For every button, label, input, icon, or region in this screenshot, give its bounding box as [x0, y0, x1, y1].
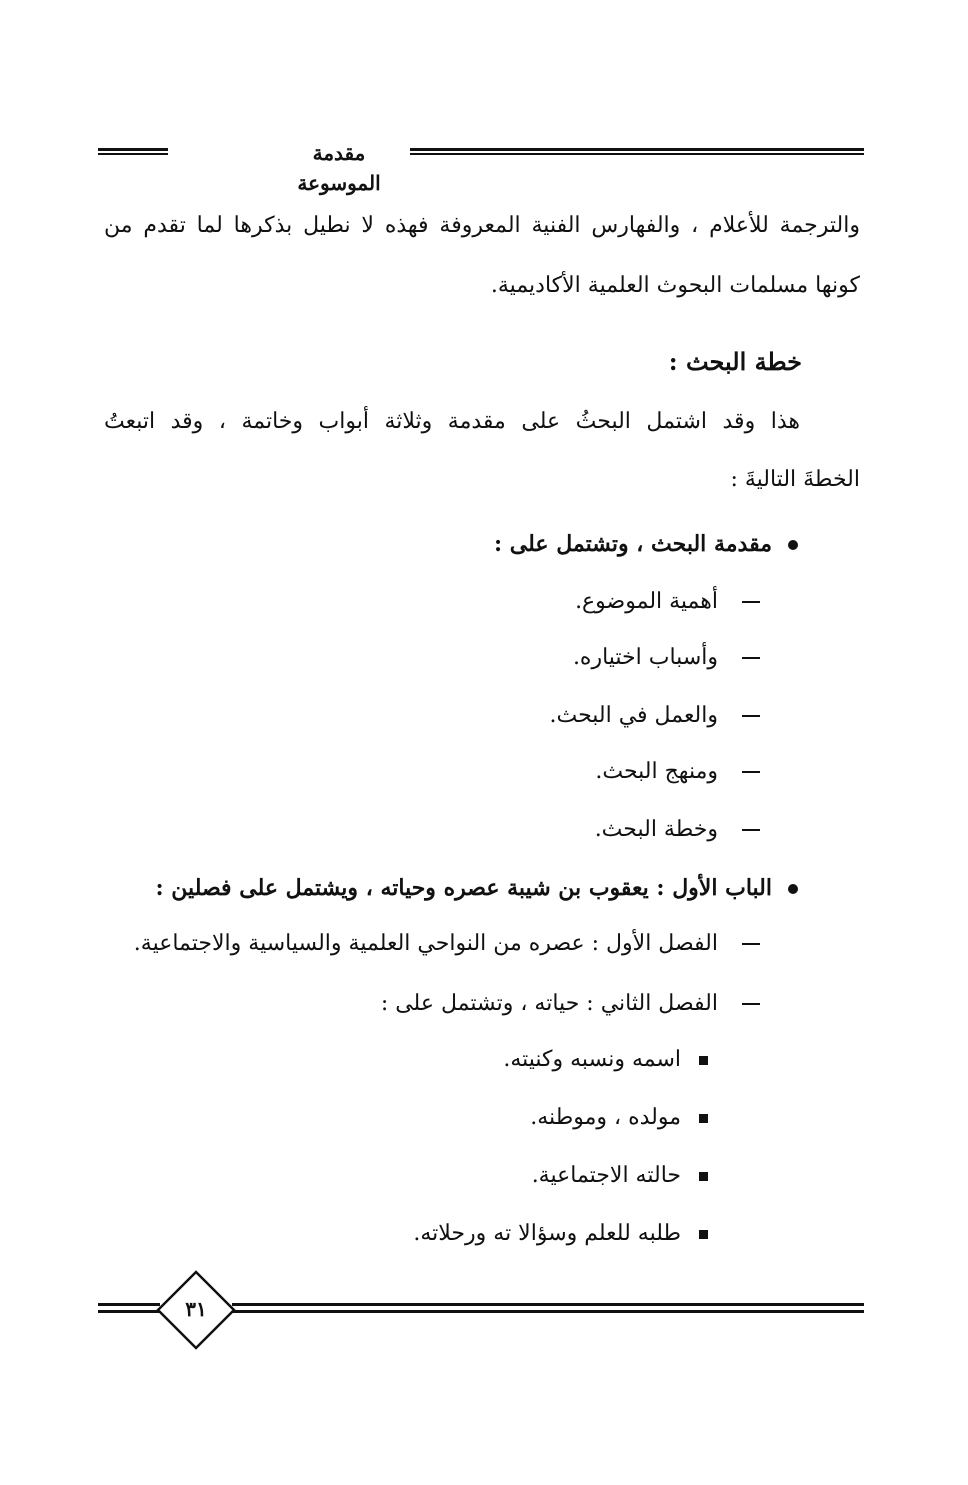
- dash-item-text: الفصل الأول : عصره من النواحي العلمية والسياسية والاجتماعية.: [133, 931, 718, 956]
- paragraph-line: هذا وقد اشتمل البحثُ على مقدمة وثلاثة أبواب وخاتمة ، وقد اتبعتُ: [104, 409, 800, 434]
- bullet-text: الباب الأول : يعقوب بن شيبة عصره وحياته ، ويشتمل على فصلين :: [155, 875, 772, 901]
- dash-item: [381, 986, 760, 1022]
- dash-icon: [742, 1003, 760, 1005]
- dash-item-text: وأسباب اختياره.: [572, 645, 718, 670]
- dash-item: [134, 926, 760, 962]
- bullet-text: مقدمة البحث ، وتشتمل على :: [494, 531, 772, 557]
- square-item: [532, 1158, 708, 1194]
- footer-rule-right: [232, 1303, 864, 1313]
- dash-icon: [742, 601, 760, 603]
- dash-item-text: أهمية الموضوع.: [575, 589, 718, 614]
- dash-icon: [742, 829, 760, 831]
- dash-icon: [742, 715, 760, 717]
- bullet-icon: [788, 884, 798, 894]
- square-item-text: اسمه ونسبه وكنيته.: [503, 1047, 681, 1072]
- square-item-text: حالته الاجتماعية.: [531, 1163, 681, 1188]
- dash-icon: [742, 943, 760, 945]
- square-item: [503, 1042, 708, 1078]
- header-title: مقدمة الموسوعة: [297, 141, 381, 195]
- dash-icon: [742, 657, 760, 659]
- dash-item: [595, 812, 760, 848]
- paragraph-line: والترجمة للأعلام ، والفهارس الفنية المعروفة فهذه لا نطيل بذكرها لما تقدم من: [104, 213, 860, 238]
- paragraph-line: الخطةَ التاليةَ :: [730, 467, 860, 492]
- page-number: ٣١: [185, 1297, 207, 1321]
- header-rule-left: [98, 148, 168, 155]
- header-rule-right: [410, 148, 864, 155]
- dash-item: [549, 698, 760, 734]
- bullet-item: [494, 526, 798, 562]
- dash-icon: [742, 771, 760, 773]
- page-footer: [98, 1270, 864, 1350]
- square-bullet-icon: [699, 1114, 708, 1123]
- running-header: [98, 138, 864, 195]
- square-bullet-icon: [699, 1056, 708, 1065]
- dash-item-text: وخطة البحث.: [594, 817, 718, 842]
- square-item: [413, 1216, 708, 1252]
- square-bullet-icon: [699, 1230, 708, 1239]
- square-item-text: مولده ، وموطنه.: [530, 1105, 681, 1130]
- bullet-item: [156, 870, 798, 906]
- section-heading: خطة البحث :: [668, 347, 802, 376]
- dash-item: [573, 640, 760, 676]
- square-item-text: طلبه للعلم وسؤالا ته ورحلاته.: [413, 1221, 681, 1246]
- dash-item-text: الفصل الثاني : حياته ، وتشتمل على :: [380, 991, 718, 1016]
- square-item: [530, 1100, 708, 1136]
- bullet-icon: [788, 540, 798, 550]
- footer-rule-left: [98, 1303, 160, 1313]
- dash-item-text: والعمل في البحث.: [549, 703, 718, 728]
- dash-item-text: ومنهج البحث.: [595, 759, 718, 784]
- dash-item: [575, 584, 760, 620]
- paragraph-line: كونها مسلمات البحوث العلمية الأكاديمية.: [490, 273, 860, 298]
- dash-item: [595, 754, 760, 790]
- square-bullet-icon: [699, 1172, 708, 1181]
